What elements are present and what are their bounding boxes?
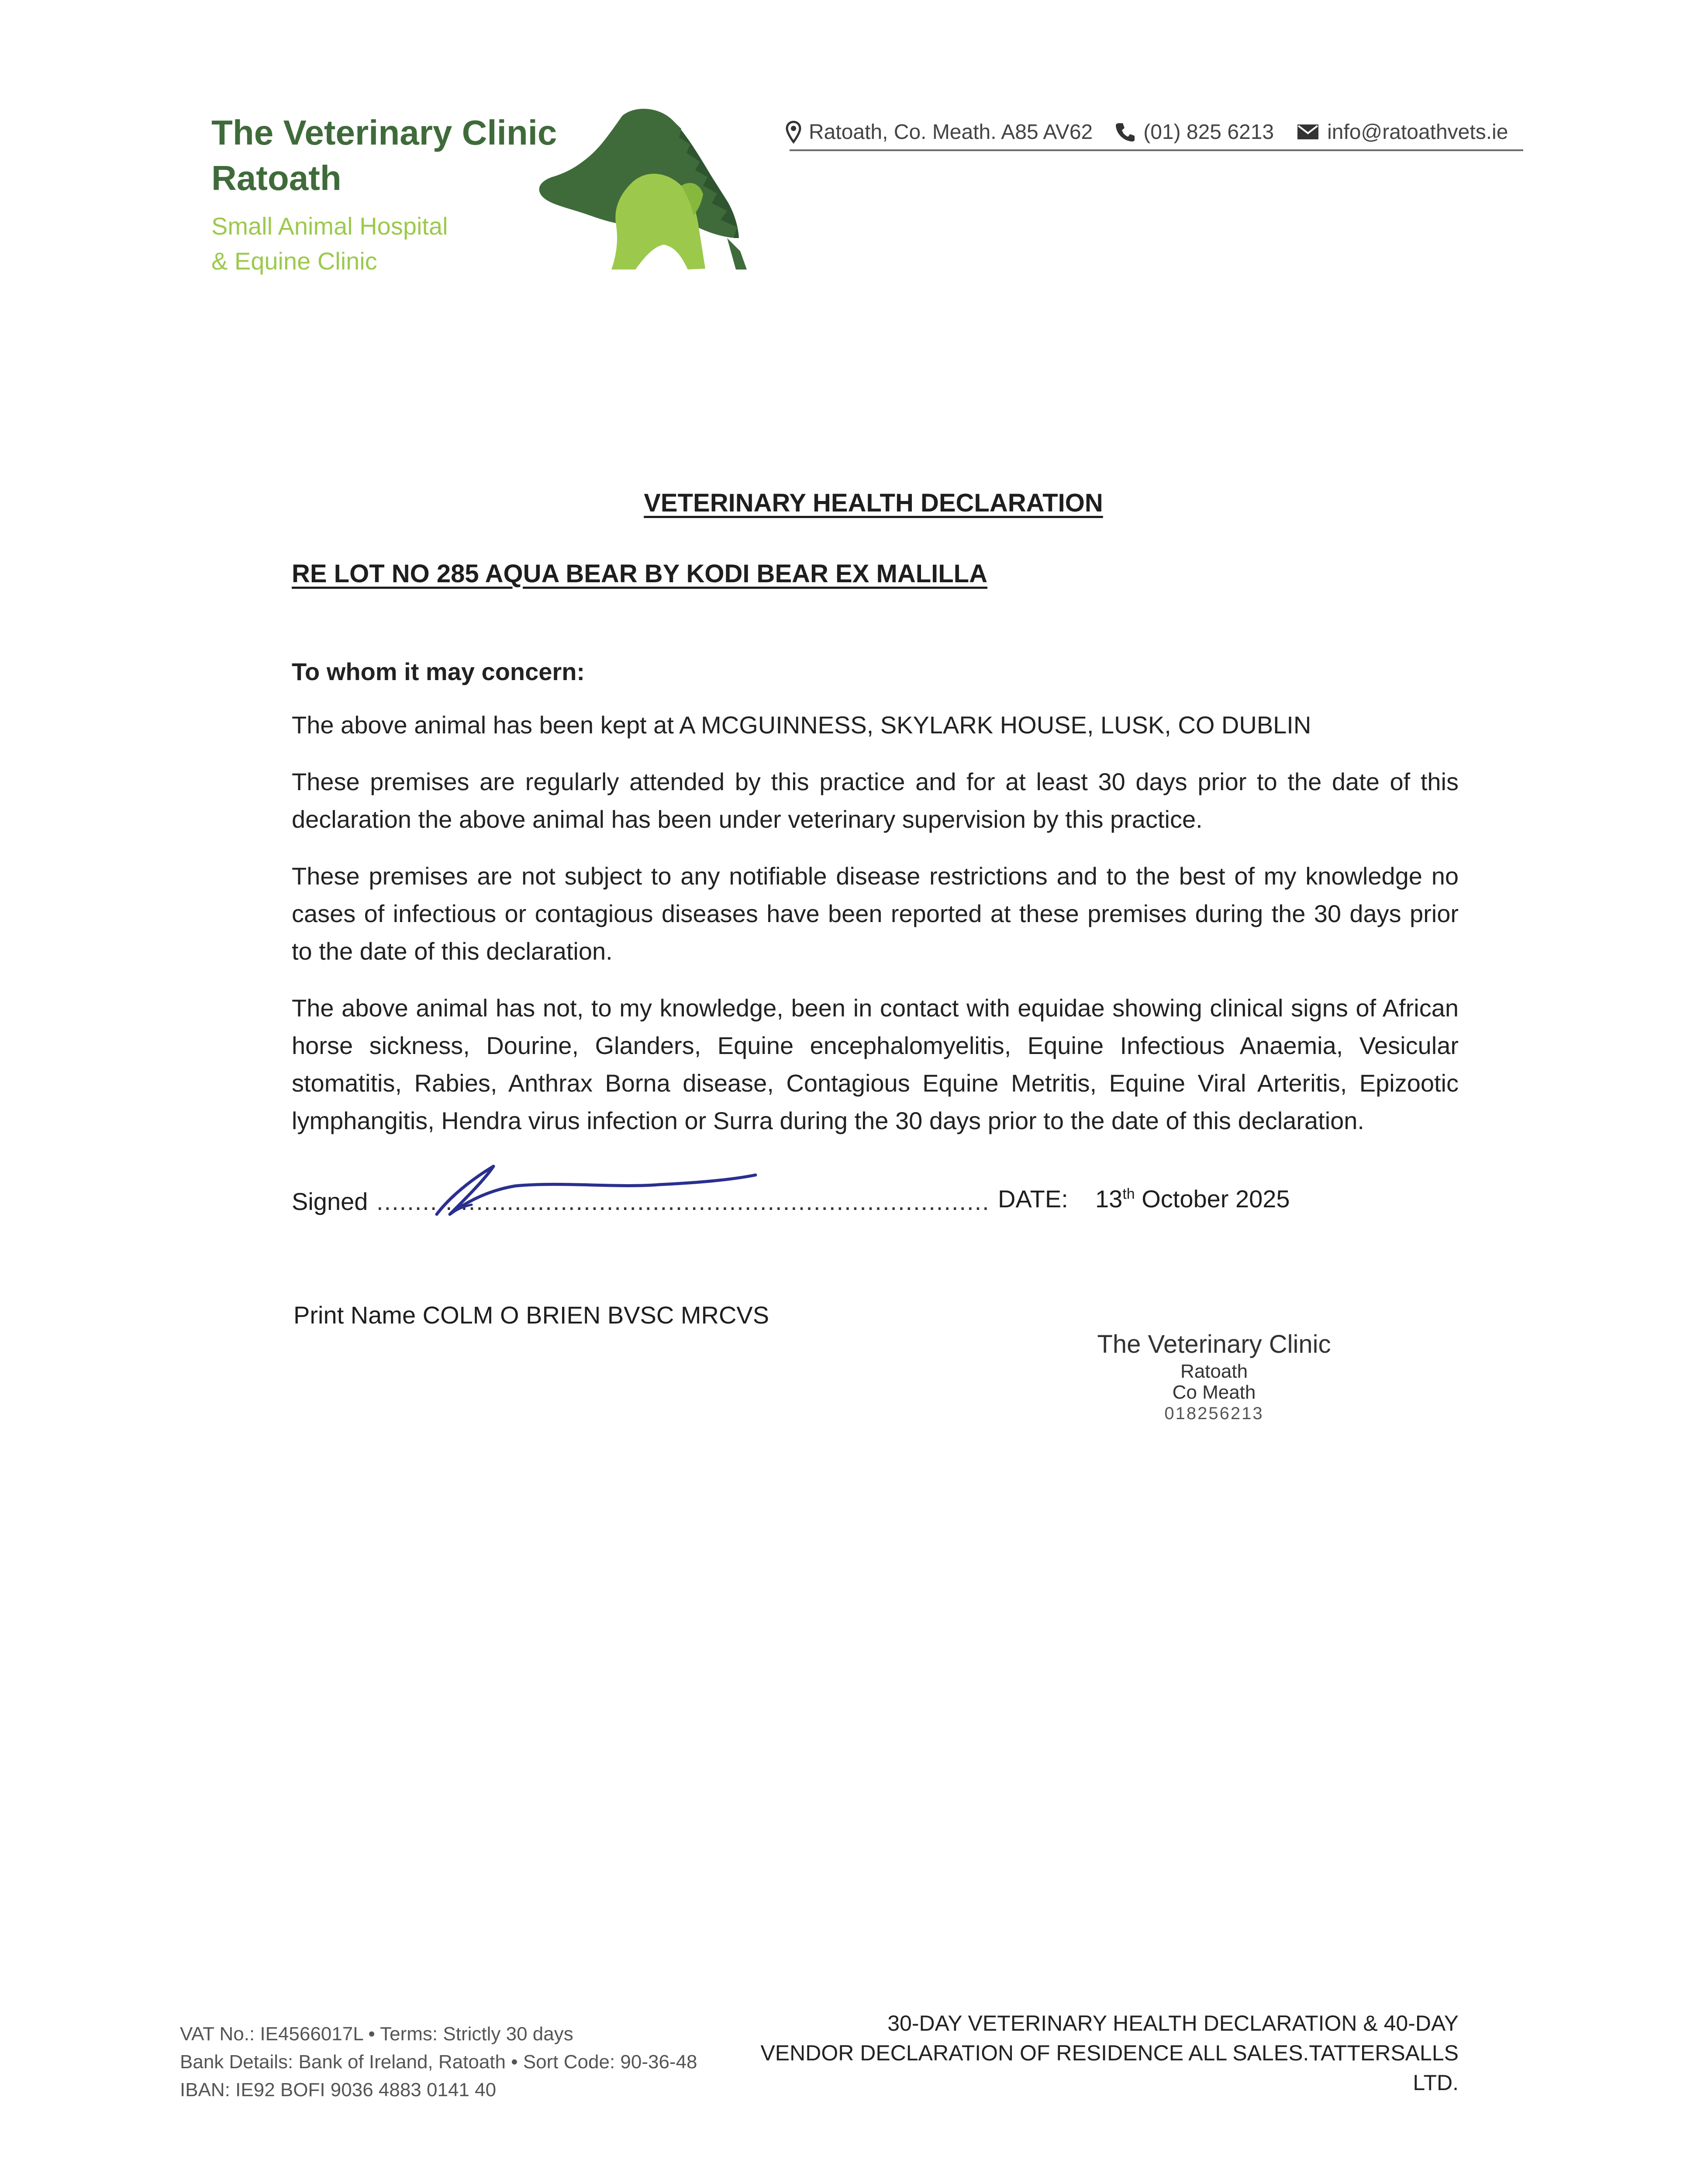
lot-reference: RE LOT NO 285 AQUA BEAR BY KODI BEAR EX MALILLA [292, 560, 987, 588]
footer-sales-line-2: VENDOR DECLARATION OF RESIDENCE ALL SALES.TATTERSALLS LTD. [760, 2041, 1459, 2095]
phone-item [1115, 120, 1274, 144]
footer-sales-line-1: 30-DAY VETERINARY HEALTH DECLARATION & 40-DAY [887, 2011, 1459, 2035]
footer-sales-notice [751, 2008, 1459, 2098]
phone-text: (01) 825 6213 [1143, 120, 1274, 144]
salutation: To whom it may concern: [292, 658, 585, 685]
clinic-stamp [1066, 1328, 1363, 1424]
paragraph-restrictions: These premises are not subject to any notifiable disease restrictions and to the best of my knowledge no cases of infectious or contagious diseases have been reported at these premises during the 30 days prior to the date of this declaration. [292, 862, 1459, 965]
date-day: 13 [1095, 1185, 1123, 1213]
stamp-town: Ratoath [1180, 1361, 1248, 1382]
footer-iban: IBAN: IE92 BOFI 9036 4883 0141 40 [180, 2079, 497, 2101]
header-divider [790, 149, 1523, 151]
location-pin-icon [786, 121, 801, 143]
date-month-year: October 2025 [1142, 1185, 1290, 1213]
footer-bank: Bank Details: Bank of Ireland, Ratoath • Sort Code: 90-36-48 [180, 2051, 697, 2073]
clinic-subtitle-line-2: & Equine Clinic [211, 247, 377, 275]
document-title: VETERINARY HEALTH DECLARATION [644, 489, 1103, 517]
clinic-name-line-1: The Veterinary Clinic [211, 113, 557, 152]
clinic-subtitle [211, 209, 517, 279]
date-label: DATE: [998, 1185, 1068, 1213]
envelope-icon [1297, 124, 1319, 140]
horse-dog-logo-icon [528, 107, 756, 273]
stamp-phone: 018256213 [1164, 1404, 1264, 1423]
paragraph-premises: The above animal has been kept at A MCGUINNESS, SKYLARK HOUSE, LUSK, CO DUBLIN [292, 711, 1311, 739]
signed-label: Signed [292, 1188, 368, 1215]
paragraph-contact: The above animal has not, to my knowledge, been in contact with equidae showing clinical signs of African horse sickness, Dourine, Glanders, Equine encephalomyelitis, Equine Infectious Anaemia, Vesicular stomatitis, Rabies, Anthrax Borna disease, Contagious Equine Metritis, Equine Viral Arteritis, Epizootic lymphangitis, Hendra virus infection or Surra during the 30 days prior to the date of this declaration. [292, 994, 1459, 1134]
phone-icon [1115, 122, 1135, 142]
date-suffix: th [1122, 1185, 1135, 1203]
declaration-body [292, 653, 1459, 1159]
clinic-name [211, 110, 569, 201]
clinic-subtitle-line-1: Small Animal Hospital [211, 212, 448, 240]
email-item [1297, 120, 1508, 144]
address-text: Ratoath, Co. Meath. A85 AV62 [809, 120, 1093, 144]
clinic-name-line-2: Ratoath [211, 159, 342, 197]
footer-vat: VAT No.: IE4566017L • Terms: Strictly 30 days [180, 2023, 573, 2045]
print-name: Print Name COLM O BRIEN BVSC MRCVS [293, 1301, 769, 1329]
stamp-county: Co Meath [1172, 1382, 1256, 1403]
email-text[interactable]: info@ratoathvets.ie [1327, 120, 1508, 144]
contact-bar [786, 114, 1524, 149]
address-item [786, 120, 1093, 144]
declaration-date [998, 1185, 1290, 1213]
stamp-clinic-name: The Veterinary Clinic [1097, 1330, 1331, 1358]
paragraph-supervision: These premises are regularly attended by this practice and for at least 30 days prior to the date of this declaration the above animal has been under veterinary supervision by this practice. [292, 768, 1459, 833]
signature-line: ................................................................................ [376, 1188, 990, 1215]
handwritten-signature [432, 1149, 764, 1219]
